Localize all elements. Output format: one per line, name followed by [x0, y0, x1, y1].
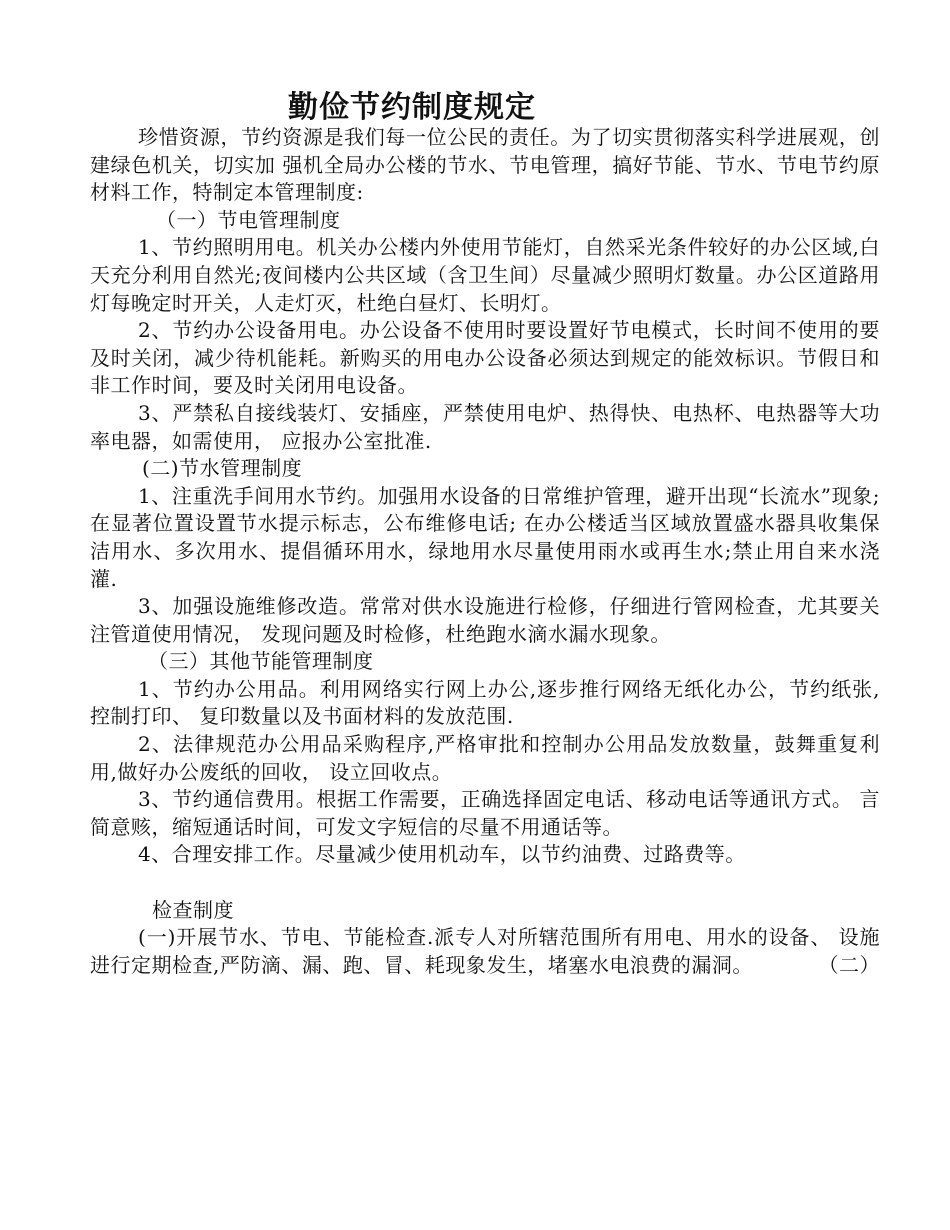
continuation-marker: （二）	[818, 952, 880, 977]
document-body	[90, 124, 880, 979]
section-heading-electricity: （一）节电管理制度	[156, 207, 341, 232]
intro-paragraph: 珍惜资源，节约资源是我们每一位公民的责任。为了切实贯彻落实科学进展观，创建绿色机关，切实加 强机全局办公楼的节水、节电管理，搞好节能、节水、节电节约原材料工作，特制定本管理制度:	[90, 125, 880, 205]
paragraph-item	[90, 924, 880, 979]
section-heading-other: （三）其他节能管理制度	[148, 649, 374, 674]
paragraph-item: 1、节约办公用品。利用网络实行网上办公,逐步推行网络无纸化办公，节约纸张,控制打印、 复印数量以及书面材料的发放范围.	[90, 676, 880, 729]
section-heading-water: (二)节水管理制度	[142, 456, 303, 481]
paragraph-item: 3、节约通信费用。根据工作需要，正确选择固定电话、移动电话等通讯方式。 言简意赅，缩短通话时间，可发文字短信的尽量不用通话等。	[90, 787, 880, 839]
document-title: 勤俭节约制度规定	[288, 90, 536, 125]
paragraph-item: 4、合理安排工作。尽量减少使用机动车，以节约油费、过路费等。	[138, 842, 746, 867]
paragraph-text: (一)开展节水、节电、节能检查.派专人对所辖范围所有用电、用水的设备、 设施进行定期检查,严防滴、漏、跑、冒、耗现象发生，堵塞水电浪费的漏洞。	[90, 925, 880, 977]
paragraph-item: 3、加强设施维修改造。常常对供水设施进行检修，仔细进行管网检查，尤其要关注管道使用情况， 发现问题及时检修，杜绝跑水滴水漏水现象。	[90, 594, 880, 646]
paragraph-item: 1、节约照明用电。机关办公楼内外使用节能灯，自然采光条件较好的办公区域,白天充分利用自然光;夜间楼内公共区域（含卫生间）尽量减少照明灯数量。办公区道路用灯每晚定时开关，人走灯灭，杜绝白昼灯、长明灯。	[90, 235, 880, 315]
paragraph-item: 2、节约办公设备用电。办公设备不使用时要设置好节电模式，长时间不使用的要及时关闭，减少待机能耗。新购买的用电办公设备必须达到规定的能效标识。节假日和非工作时间，要及时关闭用电设备。	[90, 318, 880, 398]
paragraph-item: 3、严禁私自接线装灯、安插座，严禁使用电炉、热得快、电热杯、电热器等大功率电器，如需使用， 应报办公室批准.	[90, 400, 880, 453]
paragraph-item: 1、注重洗手间用水节约。加强用水设备的日常维护管理，避开出现“长流水”现象; 在显著位置设置节水提示标志，公布维修电话; 在办公楼适当区域放置盛水器具收集保洁用水、多次用水、提倡循环用水，绿地用水尽量使用雨水或再生水;禁止用自来水浇灌.	[90, 483, 880, 591]
paragraph-item: 2、法律规范办公用品采购程序,严格审批和控制办公用品发放数量，鼓舞重复利用,做好办公废纸的回收， 设立回收点。	[90, 732, 880, 784]
section-heading-inspection: 检查制度	[152, 897, 234, 922]
blank-line	[90, 869, 880, 897]
